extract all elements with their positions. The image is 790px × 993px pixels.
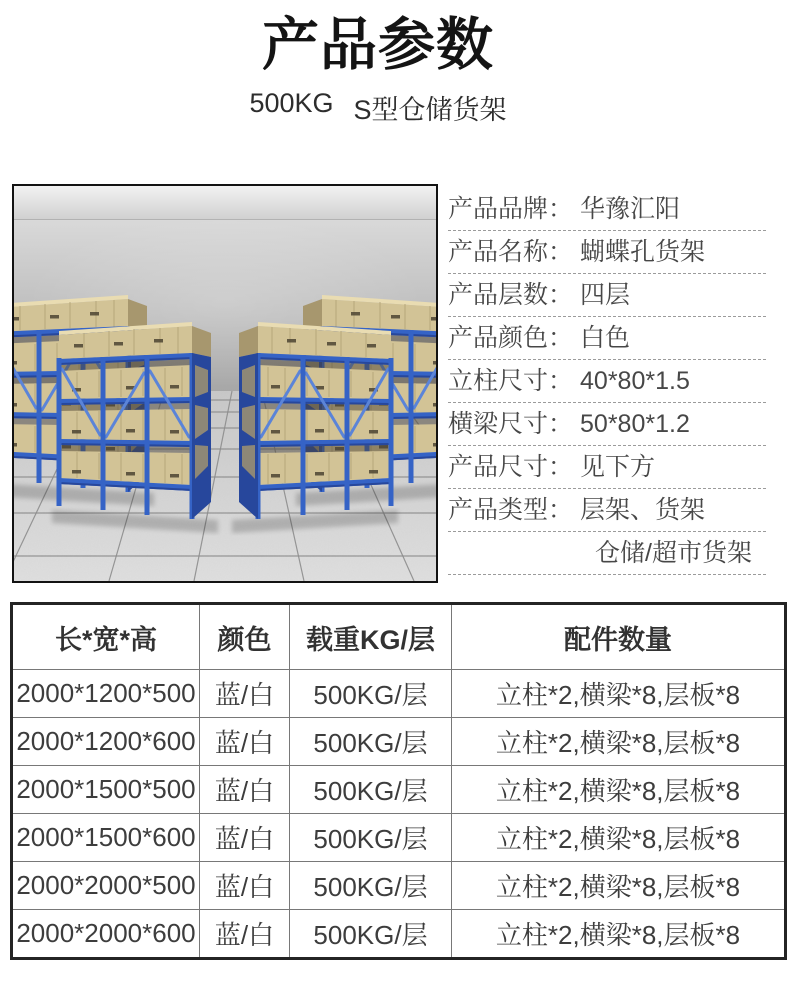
size-table-cell: 2000*1200*500 [12,670,200,718]
subtitle-capacity: 500KG [249,88,334,118]
size-table-cell: 立柱*2,横梁*8,层板*8 [452,718,786,766]
size-table-header-row [12,604,786,670]
size-table-cell: 2000*1500*600 [12,814,200,862]
size-table-cell: 2000*1500*500 [12,766,200,814]
size-table-row [12,862,786,910]
size-table-cell: 500KG/层 [290,862,452,910]
spec-value: 50*80*1.2 [580,410,690,438]
size-table-cell: 蓝/白 [200,862,290,910]
size-table-cell: 2000*2000*500 [12,862,200,910]
size-table-cell: 蓝/白 [200,910,290,959]
spec-label: 产品颜色： [448,324,574,352]
size-table-header-cell: 长*宽*高 [12,604,200,670]
size-table-cell: 500KG/层 [290,910,452,959]
size-table-cell: 立柱*2,横梁*8,层板*8 [452,862,786,910]
size-table-row [12,718,786,766]
size-table-cell: 立柱*2,横梁*8,层板*8 [452,766,786,814]
spec-row [448,274,766,317]
page-title: 产品参数 [262,13,494,77]
spec-value: 四层 [580,281,631,309]
size-table-cell: 蓝/白 [200,670,290,718]
size-table-cell: 蓝/白 [200,766,290,814]
size-table-cell: 立柱*2,横梁*8,层板*8 [452,814,786,862]
size-table-head [12,604,786,670]
size-table-cell: 2000*1200*600 [12,718,200,766]
size-table-header-cell: 载重KG/层 [290,604,452,670]
spec-label: 横梁尺寸： [448,410,574,438]
spec-label: 产品尺寸： [448,453,574,481]
size-table-cell: 立柱*2,横梁*8,层板*8 [452,910,786,959]
spec-label: 立柱尺寸： [448,367,574,395]
product-photo [12,184,438,583]
size-table-header-cell: 颜色 [200,604,290,670]
size-table-cell: 500KG/层 [290,718,452,766]
spec-value: 白色 [580,324,631,352]
spec-continuation-value: 仓储/超市货架 [595,539,752,567]
spec-label: 产品品牌： [448,195,574,223]
ceiling [14,186,436,220]
spec-row [448,403,766,446]
spec-label: 产品名称： [448,238,574,266]
spec-value: 见下方 [580,453,656,481]
spec-row [448,231,766,274]
size-table-row [12,910,786,959]
spec-row-continuation [448,532,766,575]
spec-value: 40*80*1.5 [580,367,690,395]
page-subtitle [0,88,756,127]
spec-row [448,188,766,231]
size-table-cell: 500KG/层 [290,766,452,814]
size-table-cell: 蓝/白 [200,718,290,766]
spec-label: 产品类型： [448,496,574,524]
spec-row [448,446,766,489]
spec-row [448,489,766,532]
size-table-header-cell: 配件数量 [452,604,786,670]
size-table-cell: 蓝/白 [200,814,290,862]
warehouse-photo [14,186,436,581]
subtitle-model: S型仓储货架 [353,95,507,125]
spec-row [448,317,766,360]
size-table-cell: 2000*2000*600 [12,910,200,959]
size-table-cell: 500KG/层 [290,814,452,862]
size-table-row [12,670,786,718]
size-table-body [12,670,786,959]
size-table-cell: 500KG/层 [290,670,452,718]
size-table-cell: 立柱*2,横梁*8,层板*8 [452,670,786,718]
spec-value: 华豫汇阳 [580,195,681,223]
size-table-row [12,814,786,862]
spec-label: 产品层数： [448,281,574,309]
size-table [10,602,787,960]
spec-list [448,188,766,575]
spec-value: 蝴蝶孔货架 [580,238,706,266]
spec-value: 层架、货架 [580,496,706,524]
size-table-row [12,766,786,814]
spec-row [448,360,766,403]
